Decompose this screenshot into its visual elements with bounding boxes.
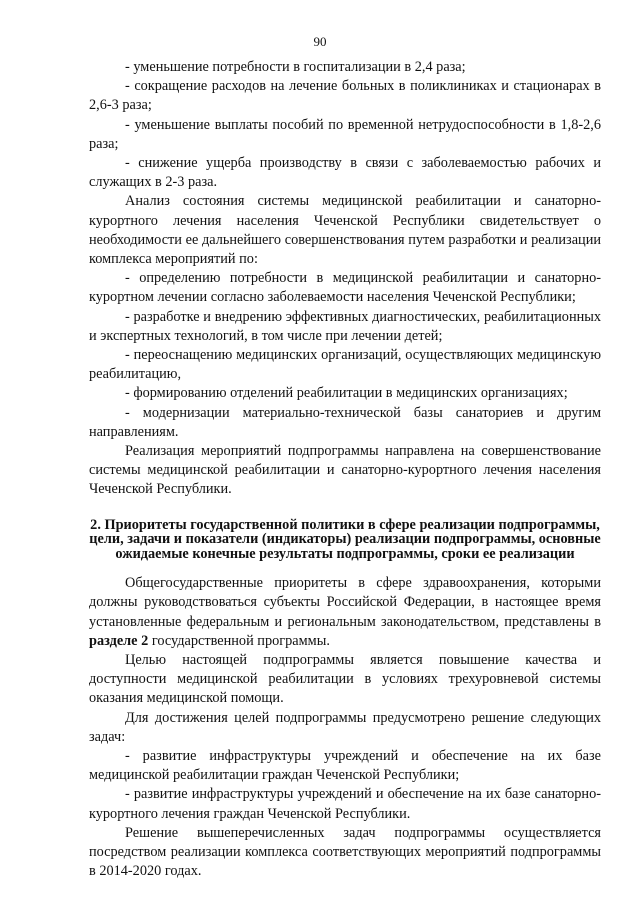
section-heading: 2. Приоритеты государственной политики в сфере реализации подпрограммы, цели, задачи и показатели (индикаторы) реализации подпрограммы, основные ожидаемые конечные результаты подпрограммы, сроки ее реализации (89, 516, 601, 562)
paragraph-priorities-text: Общегосударственные приоритеты в сфере здравоохранения, которыми должны руководствоваться субъекты Российской Федерации, в настоящее время установленные федеральным и региональным законодательством, представлены в (89, 575, 601, 630)
list-item-modernization: - модернизации материально-технической базы санаториев и другим направлениям. (89, 404, 601, 440)
page-content (89, 58, 601, 881)
paragraph-priorities-tail: государственной программы. (148, 632, 330, 649)
list-item-disability-payments: - уменьшение выплаты пособий по временной нетрудоспособности в 1,8-2,6 раза; (89, 116, 601, 152)
list-item-hospitalization: - уменьшение потребности в госпитализации в 2,4 раза; (125, 59, 466, 75)
list-item-task-sanatorium: - развитие инфраструктуры учреждений и обеспечение на их базе санаторно-курортного лечения граждан Чеченской Республики. (89, 786, 601, 822)
paragraph-goal: Целью настоящей подпрограммы является повышение качества и доступности медицинской реабилитации в условиях трехуровневой системы оказания медицинской помощи. (89, 651, 601, 707)
paragraph-analysis: Анализ состояния системы медицинской реабилитации и санаторно-курортного лечения населения Чеченской Республики свидетельствует о необходимости ее дальнейшего совершенствования путем разработки и реализации комплекса мероприятий по: (89, 193, 601, 268)
list-item-departments: - формированию отделений реабилитации в медицинских организациях; (125, 385, 568, 402)
page-number: 90 (313, 34, 327, 49)
list-item-task-rehabilitation: - развитие инфраструктуры учреждений и обеспечение на их базе медицинской реабилитации граждан Чеченской Республики; (89, 748, 601, 784)
paragraph-priorities (89, 574, 601, 651)
list-item-reequipment: - переоснащению медицинских организаций, осуществляющих медицинскую реабилитацию, (89, 347, 601, 383)
list-item-technologies: - разработке и внедрению эффективных диагностических, реабилитационных и экспертных технологий, в том числе при лечении детей; (89, 308, 601, 344)
list-item-determine-need: - определению потребности в медицинской реабилитации и санаторно-курортном лечении согласно заболеваемости населения Чеченской Республики; (89, 270, 601, 306)
section-reference: разделе 2 (89, 632, 149, 649)
paragraph-tasks-intro: Для достижения целей подпрограммы предусмотрено решение следующих задач: (89, 709, 601, 745)
list-item-production-damage: - снижение ущерба производству в связи с заболеваемостью рабочих и служащих в 2-3 раза. (89, 155, 601, 191)
paragraph-implementation: Реализация мероприятий подпрограммы направлена на совершенствование системы медицинской реабилитации и санаторно-курортного лечения населения Чеченской Республики. (89, 443, 601, 498)
list-item-treatment-costs: - сокращение расходов на лечение больных в поликлиниках и стационарах в 2,6-3 раза; (89, 78, 601, 114)
paragraph-solution: Решение вышеперечисленных задач подпрограммы осуществляется посредством реализации комплекса соответствующих мероприятий подпрограммы в 2014-2020 годах. (89, 824, 601, 880)
